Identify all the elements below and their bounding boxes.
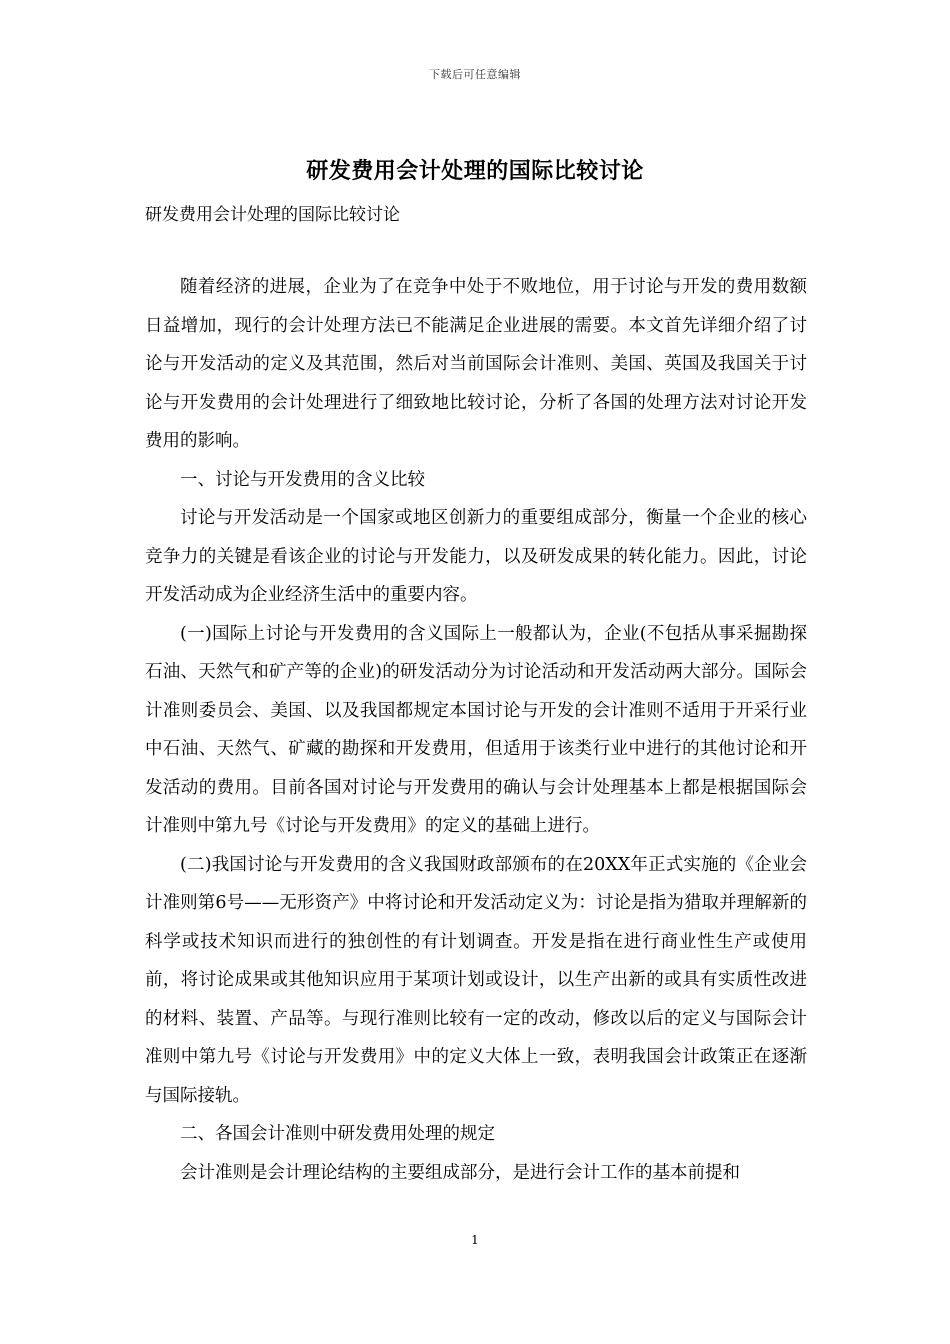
paragraph: 讨论与开发活动是一个国家或地区创新力的重要组成部分，衡量一个企业的核心竞争力的关键是看该企业的讨论与开发能力，以及研发成果的转化能力。因此，讨论开发活动成为企业经济生活中的重要内容。 <box>145 508 807 605</box>
document-subtitle: 研发费用会计处理的国际比较讨论 <box>145 205 400 225</box>
section-heading-2: 二、各国会计准则中研发费用处理的规定 <box>180 1124 495 1144</box>
paragraph: (一)国际上讨论与开发费用的含义国际上一般都认为，企业(不包括从事采掘勘探石油、天然气和矿产等的企业)的研发活动分为讨论活动和开发活动两大部分。国际会计准则委员会、美国、以及我国都规定本国讨论与开发的会计准则不适用于开采行业中石油、天然气、矿藏的勘探和开发费用，但适用于该类行业中进行的其他讨论和开发活动的费用。目前各国对讨论与开发费用的确认与会计处理基本上都是根据国际会计准则中第九号《讨论与开发费用》的定义的基础上进行。 <box>145 623 807 836</box>
section-heading-1: 一、讨论与开发费用的含义比较 <box>180 469 425 490</box>
paragraph: (二)我国讨论与开发费用的含义我国财政部颁布的在20XX年正式实施的《企业会计准则第6号——无形资产》中将讨论和开发活动定义为：讨论是指为猎取并理解新的科学或技术知识而进行的独创性的有计划调查。开发是指在进行商业性生产或使用前，将讨论成果或其他知识应用于某项计划或设计，以生产出新的或具有实质性改进的材料、装置、产品等。与现行准则比较有一定的改动，修改以后的定义与国际会计准则中第九号《讨论与开发费用》中的定义大体上一致，表明我国会计政策正在逐渐与国际接轨。 <box>145 854 807 1106</box>
document-body <box>145 268 807 1192</box>
paragraph: 会计准则是会计理论结构的主要组成部分，是进行会计工作的基本前提和 <box>180 1162 740 1183</box>
page-header: 下载后可任意编辑 <box>429 68 521 81</box>
paragraph-abstract: 随着经济的进展，企业为了在竞争中处于不败地位，用于讨论与开发的费用数额日益增加，现行的会计处理方法已不能满足企业进展的需要。本文首先详细介绍了讨论与开发活动的定义及其范围，然后对当前国际会计准则、美国、英国及我国关于讨论与开发费用的会计处理进行了细致地比较讨论，分析了各国的处理方法对讨论开发费用的影响。 <box>145 277 807 451</box>
page-number: 1 <box>471 1233 479 1247</box>
document-title: 研发费用会计处理的国际比较讨论 <box>306 158 644 184</box>
